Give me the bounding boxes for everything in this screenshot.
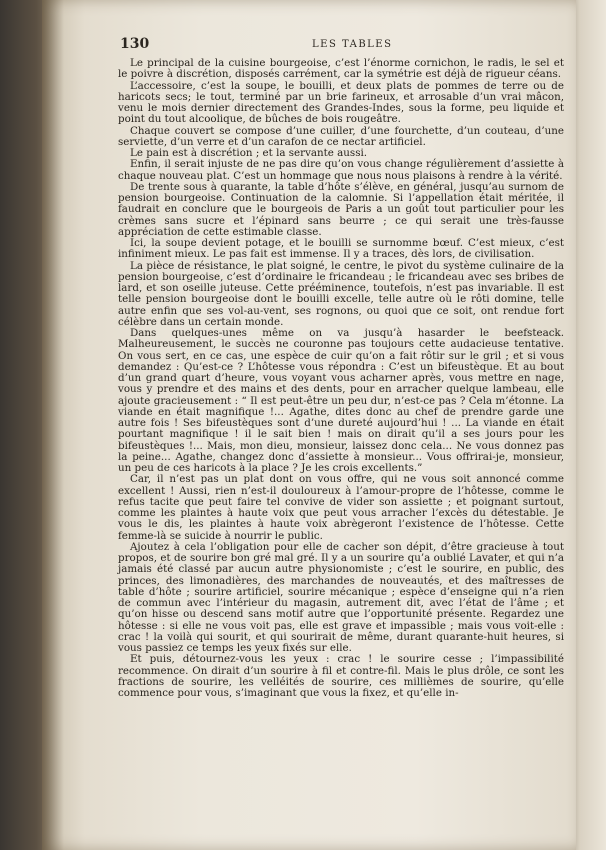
paragraph: L’accessoire, c’est la soupe, le bouilli, et deux plats de pommes de terre ou de haricots secs; le tout, terminé par un brie farineux, et arrosable d’un vrai mâcon, venu le mois dernier directement des Grandes-Indes, sous la forme, peu liquide et point du tout alcoolique, de bûches de bois rougeâtre.: [118, 79, 564, 126]
page-number: 130: [120, 36, 150, 52]
paragraph: Dans quelques-unes même on va jusqu’à hasarder le beefsteack. Malheureusement, le succès ne couronne pas toujours cette audacieuse tentative. On vous sert, en ce cas, une espèce de cuir qu’on a fait rôtir sur le gril ; et si vous demandez : Qu’est-ce ? L’hôtesse vous répondra : C’est un bifeustèque. Et au bout d’un grand quart d’heure, vous voyant vous acharner après, vous mettre en nage, vous y prendre et des mains et des dents, pour en arracher quelque lambeau, elle ajoute gracieusement : “ Il est peut-être un peu dur, n’est-ce pas ? Cela m’étonne. La viande en était magnifique !... Agathe, dites donc au chef de prendre garde une autre fois ! Ses bifeustèques sont d’une dureté aujourd’hui ! ... La viande en était pourtant magnifique ! il le sait bien ! mais on dirait qu’il a ses jours pour les bifeustèques !... Mais, mon dieu, monsieur, laissez donc cela... Ne vous donnez pas la peine... Agathe, changez donc d’assiette à monsieur... Vous offrirai-je, monsieur, un peu de ces haricots à la place ? Je les crois excellents.”: [118, 327, 564, 474]
paragraph: Le pain est à discrétion ; et la servante aussi.: [130, 147, 368, 159]
paragraph: Enfin, il serait injuste de ne pas dire qu’on vous change régulièrement d’assiette à chaque nouveau plat. C’est un hommage que nous nous plaisons à rendre à la vérité.: [118, 158, 564, 182]
paragraph: De trente sous à quarante, la table d’hôte s’élève, en général, jusqu’au surnom de pension bourgeoise. Continuation de la calomnie. Si l’appellation était méritée, il faudrait en conclure que le bourgeois de Paris a un goût tout particulier pour les crèmes sans sucre et l’épinard sans beurre ; ce qui serait une très-fausse appréciation de cette estimable classe.: [118, 180, 564, 238]
paragraph: Ajoutez à cela l’obligation pour elle de cacher son dépit, d’être gracieuse à tout propos, et de sourire bon gré mal gré. Il y a un sourire qu’a oublié Lavater, et qui n’a jamais été classé par aucun autre physionomiste ; c’est le sourire, en public, des princes, des limonadières, des marchandes de nouveautés, et des maîtresses de table d’hôte ; sourire artificiel, sourire mécanique ; espèce d’enseigne qui n’a rien de commun avec l’intérieur du magasin, autrement dit, avec l’état de l’âme ; et qu’on hisse ou descend sans motif autre que l’opportunité présente. Regardez une hôtesse : si elle ne vous voit pas, elle est grave et impassible ; mais vous voit-elle : crac ! la voilà qui sourit, et qui sourirait de même, durant quarante-huit heures, si vous passiez ce temps les yeux fixés sur elle.: [118, 540, 564, 654]
paragraph: Le principal de la cuisine bourgeoise, c’est l’énorme cornichon, le radis, le sel et le poivre à discrétion, disposés carrément, car la symétrie est déjà de rigueur céans.: [118, 57, 564, 81]
page-gutter-shadow: [42, 0, 64, 850]
running-head: LES TABLES: [312, 39, 393, 50]
paragraph: Car, il n’est pas un plat dont on vous offre, qui ne vous soit annoncé comme excellent ! Aussi, rien n’est-il douloureux à l’amour-propre de l’hôtesse, comme le refus tacite que peut faire tel convive de vider son assiette ; et poignant surtout, comme les plaintes à haute voix que peut vous arracher l’excès du détestable. Je vous le dis, les plaintes à haute voix abrègeront l’existence de l’hôtesse. Cette femme-là se suicide à nourrir le public.: [118, 473, 564, 542]
paragraph: Chaque couvert se compose d’une cuiller, d’une fourchette, d’un couteau, d’une serviette, d’un verre et d’un carafon de ce nectar artificiel.: [118, 124, 564, 148]
body-text: [118, 58, 564, 699]
paragraph: La pièce de résistance, le plat soigné, le centre, le pivot du système culinaire de la pension bourgeoise, c’est d’ordinaire le fricandeau ; le fricandeau avec ses bribes de lard, et son oseille juteuse. Cette prééminence, toutefois, n’est pas invariable. Il est telle pension bourgeoise dont le bouilli excelle, telle autre où le rôti domine, telle autre enfin que ses vol-au-vent, ses rognons, ou quoi que ce soit, ont rendue fort célèbre dans un certain monde.: [118, 259, 564, 328]
paragraph: Ici, la soupe devient potage, et le bouilli se surnomme bœuf. C’est mieux, c’est infiniment mieux. Le pas fait est immense. Il y a traces, dès lors, de civilisation.: [118, 237, 564, 261]
page-header: [120, 36, 560, 54]
paragraph: Et puis, détournez-vous les yeux : crac ! le sourire cesse ; l’impassibilité recommence. On dirait d’un sourire à fil et contre-fil. Mais le plus drôle, ce sont les fractions de sourire, les velléités de sourire, ces millièmes de sourire, qu’elle commence pour vous, s’imaginant que vous la fixez, et qu’elle in-: [118, 653, 564, 699]
